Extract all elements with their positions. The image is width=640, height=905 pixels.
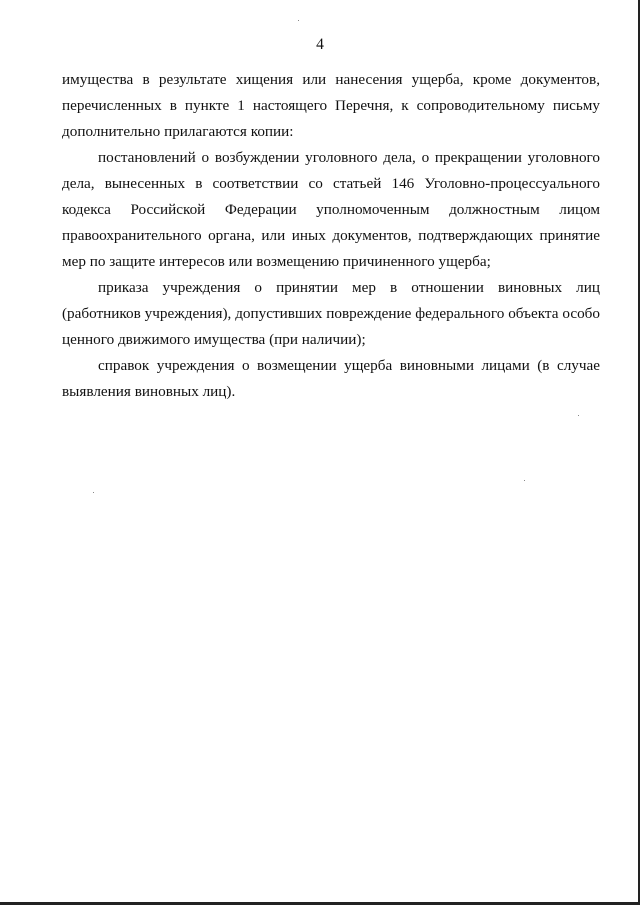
scan-speck [578,415,579,416]
paragraph-2: постановлений о возбуждении уголовного дела, о прекращении уголовного дела, вынесенных в соответствии со статьей 146 Уголовно-процессуального кодекса Российской Федерации уполномоченным должностным лицом правоохранительного органа, или иных документов, подтверждающих принятие мер по защите интересов или возмещению причиненного ущерба; [62,149,600,270]
paragraph-3: приказа учреждения о принятии мер в отношении виновных лиц (работников учреждения), допустивших повреждение федерального объекта особо ценного движимого имущества (при наличии); [62,279,600,348]
scan-speck [524,480,525,481]
scan-speck [298,20,299,21]
page-number: 4 [316,36,324,53]
paragraph-1: имущества в результате хищения или нанесения ущерба, кроме документов, перечисленных в пункте 1 настоящего Перечня, к сопроводительному письму дополнительно прилагаются копии: [62,71,600,140]
document-body [62,67,600,405]
scan-speck [93,492,94,493]
paragraph-4: справок учреждения о возмещении ущерба виновными лицами (в случае выявления виновных лиц). [62,357,600,400]
